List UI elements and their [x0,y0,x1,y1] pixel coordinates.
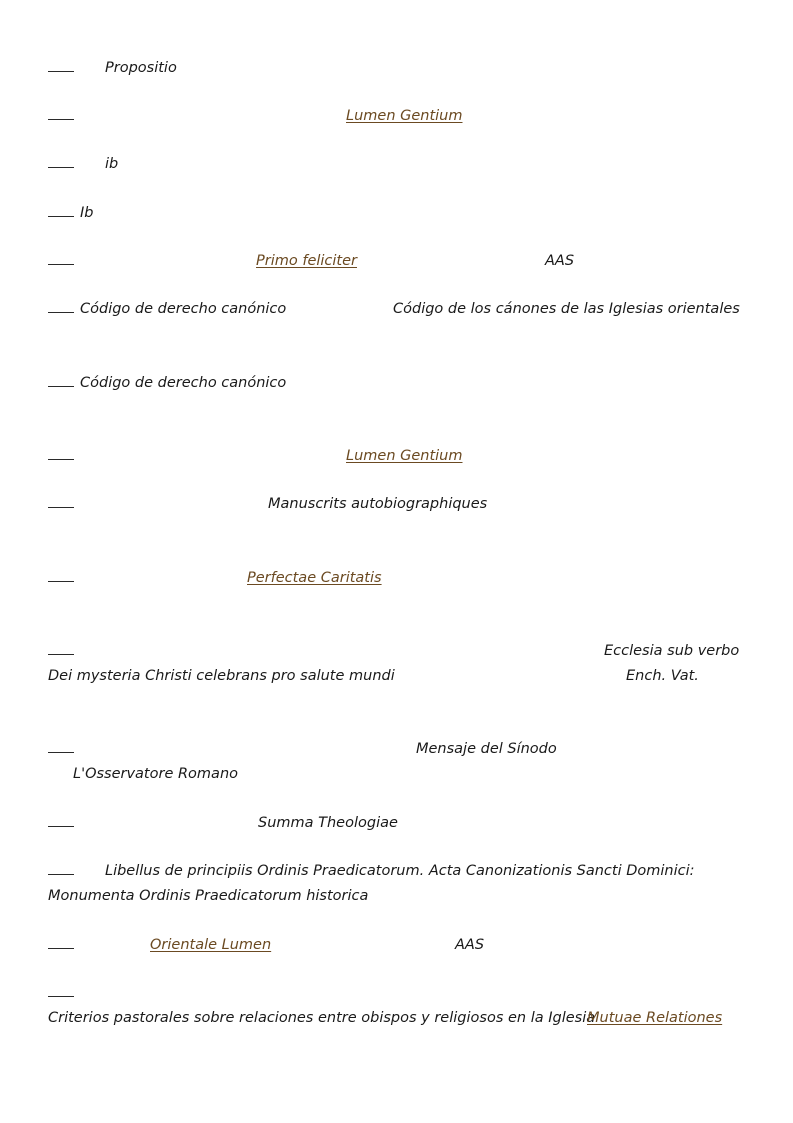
footnote-marker [48,814,74,827]
footnote-14 [48,862,74,880]
footnote-text: Summa Theologiae [258,815,398,831]
footnote-text: Ecclesia sub verbo [604,643,740,659]
footnote-text: Código de los cánones de las Iglesias orientales [393,301,740,317]
footnote-marker [48,740,74,753]
footnote-text: Dei mysteria Christi celebrans pro salute mundi [48,668,395,684]
footnote-marker [48,300,74,313]
footnote-text: ib [105,156,119,172]
footnote-marker [48,155,74,168]
footnote-marker [48,107,74,120]
footnote-2 [48,107,74,125]
document-link[interactable]: Perfectae Caritatis [247,570,382,586]
footnote-marker [48,59,74,72]
footnote-text: Código de derecho canónico [80,375,287,391]
footnote-11 [48,642,74,660]
document-link[interactable]: Mutuae Relationes [587,1010,723,1026]
footnote-marker [48,374,74,387]
footnote-text: Propositio [105,60,177,76]
footnote-text: Libellus de principiis Ordinis Praedicatorum. Acta Canonizationis Sancti Dominici: [105,863,695,879]
footnote-text: Monumenta Ordinis Praedicatorum historica [48,888,369,904]
footnote-7 [48,374,74,392]
footnote-marker [48,495,74,508]
footnote-marker [48,642,74,655]
footnote-6 [48,300,74,318]
footnote-13 [48,814,74,832]
footnote-10 [48,569,74,587]
footnote-marker [48,447,74,460]
footnote-text: Mensaje del Sínodo [416,741,557,757]
footnote-5 [48,252,74,270]
footnote-text: AAS [545,253,575,269]
document-link[interactable]: Primo feliciter [256,253,357,269]
footnote-marker [48,936,74,949]
footnote-text: Ib [80,205,94,221]
footnote-text: Criterios pastorales sobre relaciones entre obispos y religiosos en la Iglesia [48,1010,596,1026]
footnote-1 [48,59,74,77]
footnote-4 [48,204,74,222]
footnote-text: L'Osservatore Romano [73,766,239,782]
footnote-marker [48,204,74,217]
document-link[interactable]: Lumen Gentium [346,108,463,124]
footnote-text: Ench. Vat. [626,668,699,684]
document-link[interactable]: Orientale Lumen [150,937,272,953]
footnote-3 [48,155,74,173]
footnote-15 [48,936,74,954]
footnote-text: Código de derecho canónico [80,301,287,317]
footnote-marker [48,862,74,875]
footnote-marker [48,569,74,582]
document-link[interactable]: Lumen Gentium [346,448,463,464]
footnote-12 [48,740,74,758]
footnote-marker [48,984,74,997]
footnote-text: Manuscrits autobiographiques [268,496,488,512]
footnote-16 [48,984,74,1002]
footnote-marker [48,252,74,265]
footnote-8 [48,447,74,465]
footnote-text: AAS [455,937,485,953]
footnote-9 [48,495,74,513]
